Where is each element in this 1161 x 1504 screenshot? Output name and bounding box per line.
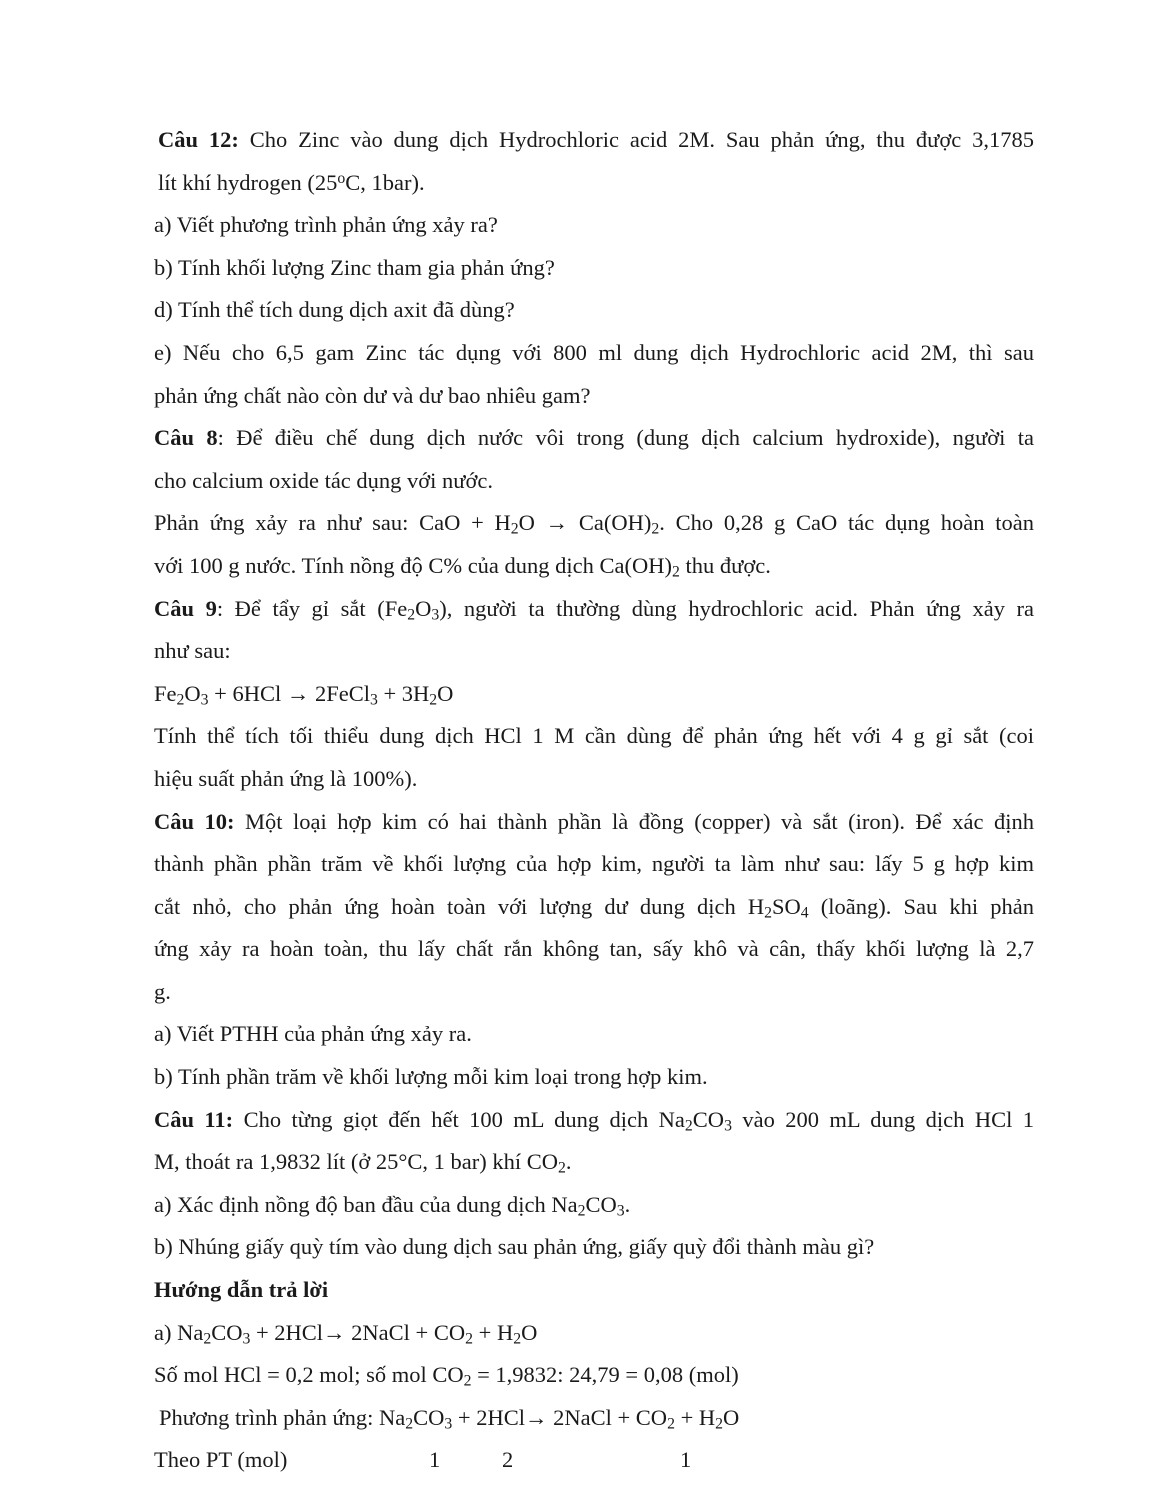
q12-part-e-2: phản ứng chất nào còn dư và dư bao nhiêu gam? — [154, 382, 591, 408]
guide-mol-line: Số mol HCl = 0,2 mol; số mol $CO_2 = 1,9832$: 24,79 = 0,08 (mol) — [154, 1362, 739, 1390]
q10-line-1: Câu 10: Một loại hợp kim có hai thành phần là đồng (copper) và sắt (iron). Để xác định — [154, 808, 1034, 834]
q8-label: Câu 8 — [154, 425, 218, 451]
q10-line-2: thành phần phần trăm về khối lượng của hợp kim, người ta làm như sau: lấy 5 g hợp kim — [154, 851, 1034, 877]
q11-part-a: a) Xác định nồng độ ban đầu của dung dịch $Na_2CO_3$. — [154, 1191, 631, 1220]
theo-value-1: 1 — [429, 1447, 441, 1473]
q9-line-5: hiệu suất phản ứng là 100%). — [154, 765, 418, 791]
theo-value-2: 2 — [502, 1447, 514, 1473]
q12-line-1: Câu 12: Cho Zinc vào dung dịch Hydrochloric acid 2M. Sau phản ứng, thu được 3,1785 — [158, 127, 1034, 152]
q12-label: Câu 12: — [158, 127, 239, 152]
q10-line-3: cắt nhỏ, cho phản ứng hoàn toàn với lượng dư dung dịch $H_2SO_4$ (loãng). Sau khi phản — [154, 893, 1034, 922]
q8-line-1: Câu 8: Để điều chế dung dịch nước vôi trong (dung dịch calcium hydroxide), người ta — [154, 425, 1034, 451]
guide-heading: Hướng dẫn trả lời — [154, 1277, 329, 1303]
q10-line-4: ứng xảy ra hoàn toàn, thu lấy chất rắn không tan, sấy khô và cân, thấy khối lượng là 2,7 — [154, 936, 1034, 962]
q11-part-b: b) Nhúng giấy quỳ tím vào dung dịch sau phản ứng, giấy quỳ đổi thành màu gì? — [154, 1234, 875, 1260]
q10-part-a: a) Viết PTHH của phản ứng xảy ra. — [154, 1021, 472, 1047]
guide-theo-pt-row — [154, 1439, 1034, 1482]
q9-line-2: như sau: — [154, 638, 231, 664]
q12-part-e-1: e) Nếu cho 6,5 gam Zinc tác dụng với 800 ml dung dịch Hydrochloric acid 2M, thì sau — [154, 339, 1034, 365]
theo-value-3: 1 — [680, 1447, 692, 1473]
q9-equation: $Fe_2O_3 + 6HCl$ → 2FeCl$_3$ + $3H_2O$ — [154, 680, 454, 709]
q12-part-d: d) Tính thể tích dung dịch axit đã dùng? — [154, 297, 515, 323]
q12-part-b: b) Tính khối lượng Zinc tham gia phản ứng? — [154, 254, 555, 280]
q11-line-1: Câu 11: Cho từng giọt đến hết 100 mL dung dịch $Na_2CO_3$ vào 200 mL dung dịch HCl 1 — [154, 1106, 1034, 1135]
q9-line-4: Tính thể tích tối thiểu dung dịch HCl 1 M cần dùng để phản ứng hết với 4 g gỉ sắt (coi — [154, 723, 1034, 749]
guide-equation-1: a) $Na_2CO_3 + 2HCl\to$ 2NaCl + $CO_2 + H_2O$ — [154, 1319, 538, 1348]
q8-line-4: với 100 g nước. Tính nồng độ C% của dung dịch $Ca(OH)_2$ thu được. — [154, 552, 771, 581]
guide-equation-2: Phương trình phản ứng: $Na_2CO_3 + 2HCl\to$ 2NaCl + $CO_2 + H_2O$ — [159, 1404, 740, 1433]
q9-label: Câu 9 — [154, 595, 217, 621]
q12-line-2: lít khí hydrogen (25$^o$C, 1bar). — [158, 169, 425, 195]
q8-line-2: cho calcium oxide tác dụng với nước. — [154, 467, 494, 493]
theo-label: Theo PT (mol) — [154, 1447, 288, 1473]
q9-line-1: Câu 9: Để tẩy gỉ sắt $(Fe_2O_3)$, người ta thường dùng hydrochloric acid. Phản ứng xảy ra — [154, 595, 1034, 623]
document-page — [154, 119, 1034, 1482]
q8-line-3: Phản ứng xảy ra như sau: CaO + $H_2O \to Ca(OH)_2$. Cho 0,28 g CaO tác dụng hoàn toàn — [154, 510, 1034, 538]
q11-label: Câu 11: — [154, 1106, 234, 1132]
q10-part-b: b) Tính phần trăm về khối lượng mỗi kim loại trong hợp kim. — [154, 1064, 708, 1090]
q10-line-5: g. — [154, 978, 171, 1004]
q12-part-a: a) Viết phương trình phản ứng xảy ra? — [154, 212, 498, 238]
q11-line-2: M, thoát ra 1,9832 lít (ở 25°C, 1 bar) khí $CO_2$. — [154, 1149, 572, 1177]
q10-label: Câu 10: — [154, 808, 235, 834]
